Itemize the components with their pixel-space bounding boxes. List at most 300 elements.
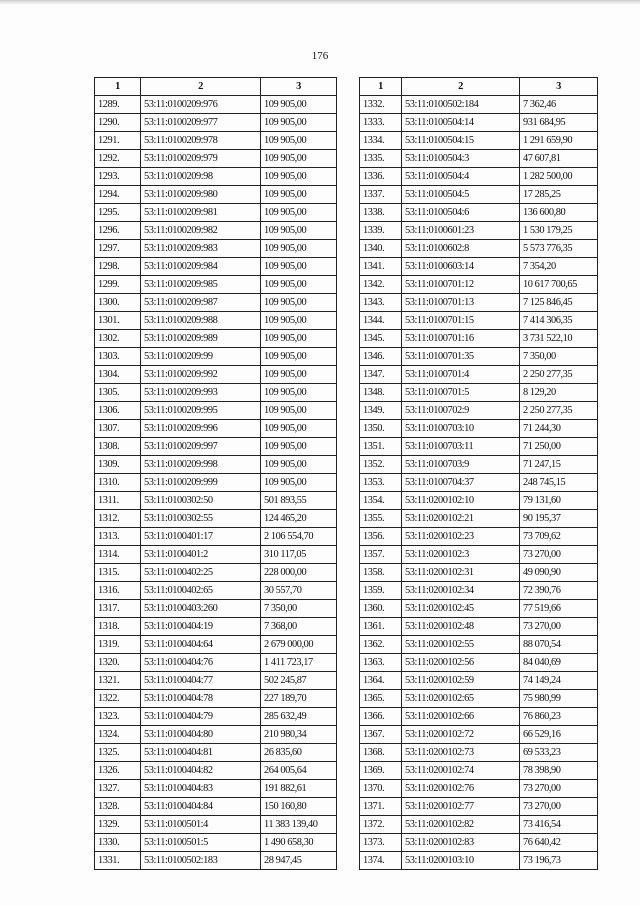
row-number: 1363. — [360, 654, 402, 672]
cadastral-value: 109 905,00 — [261, 114, 337, 132]
row-number: 1310. — [95, 474, 141, 492]
table-row — [95, 348, 337, 366]
table-row — [360, 528, 598, 546]
cadastral-number: 53:11:0100401:17 — [141, 528, 261, 546]
row-number: 1357. — [360, 546, 402, 564]
cadastral-value: 109 905,00 — [261, 438, 337, 456]
column-header-number: 1 — [95, 78, 141, 96]
table-row — [360, 168, 598, 186]
table-row — [95, 546, 337, 564]
row-number: 1374. — [360, 852, 402, 870]
cadastral-number: 53:11:0100502:183 — [141, 852, 261, 870]
cadastral-number: 53:11:0100209:979 — [141, 150, 261, 168]
cadastral-value: 7 414 306,35 — [520, 312, 598, 330]
cadastral-number: 53:11:0200102:76 — [402, 780, 520, 798]
cadastral-value: 84 040,69 — [520, 654, 598, 672]
table-row — [95, 438, 337, 456]
cadastral-value: 77 519,66 — [520, 600, 598, 618]
table-row — [95, 132, 337, 150]
row-number: 1367. — [360, 726, 402, 744]
table-row — [360, 240, 598, 258]
table-row — [95, 114, 337, 132]
cadastral-value: 109 905,00 — [261, 330, 337, 348]
cadastral-number: 53:11:0100209:978 — [141, 132, 261, 150]
table-row — [360, 96, 598, 114]
row-number: 1369. — [360, 762, 402, 780]
table-row — [360, 132, 598, 150]
cadastral-value: 28 947,45 — [261, 852, 337, 870]
cadastral-value: 109 905,00 — [261, 168, 337, 186]
table-row — [95, 150, 337, 168]
cadastral-number: 53:11:0200102:82 — [402, 816, 520, 834]
row-number: 1350. — [360, 420, 402, 438]
row-number: 1324. — [95, 726, 141, 744]
row-number: 1371. — [360, 798, 402, 816]
cadastral-value: 310 117,05 — [261, 546, 337, 564]
table-row — [360, 564, 598, 582]
cadastral-number: 53:11:0100404:84 — [141, 798, 261, 816]
cadastral-number: 53:11:0100504:14 — [402, 114, 520, 132]
cadastral-value: 136 600,80 — [520, 204, 598, 222]
table-row — [360, 402, 598, 420]
table-row — [360, 114, 598, 132]
cadastral-number: 53:11:0100401:2 — [141, 546, 261, 564]
cadastral-value: 73 270,00 — [520, 798, 598, 816]
cadastral-value: 7 354,20 — [520, 258, 598, 276]
cadastral-value: 109 905,00 — [261, 96, 337, 114]
cadastral-number: 53:11:0200102:48 — [402, 618, 520, 636]
table-row — [95, 636, 337, 654]
cadastral-number: 53:11:0100704:37 — [402, 474, 520, 492]
row-number: 1309. — [95, 456, 141, 474]
row-number: 1333. — [360, 114, 402, 132]
cadastral-value: 73 270,00 — [520, 546, 598, 564]
cadastral-number: 53:11:0200102:72 — [402, 726, 520, 744]
column-header-number: 1 — [360, 78, 402, 96]
cadastral-value: 7 368,00 — [261, 618, 337, 636]
table-header-row — [360, 78, 598, 96]
row-number: 1345. — [360, 330, 402, 348]
cadastral-value: 109 905,00 — [261, 258, 337, 276]
row-number: 1301. — [95, 312, 141, 330]
cadastral-value: 71 247,15 — [520, 456, 598, 474]
cadastral-number: 53:11:0100209:980 — [141, 186, 261, 204]
cadastral-number: 53:11:0200102:73 — [402, 744, 520, 762]
cadastral-number: 53:11:0100404:79 — [141, 708, 261, 726]
table-row — [95, 294, 337, 312]
scan-top-edge — [0, 0, 640, 5]
table-row — [360, 492, 598, 510]
cadastral-value: 73 709,62 — [520, 528, 598, 546]
table-row — [95, 276, 337, 294]
row-number: 1351. — [360, 438, 402, 456]
row-number: 1372. — [360, 816, 402, 834]
row-number: 1292. — [95, 150, 141, 168]
row-number: 1323. — [95, 708, 141, 726]
cadastral-number: 53:11:0100404:80 — [141, 726, 261, 744]
cadastral-number: 53:11:0100402:25 — [141, 564, 261, 582]
row-number: 1295. — [95, 204, 141, 222]
cadastral-number: 53:11:0200102:59 — [402, 672, 520, 690]
cadastral-value: 71 244,30 — [520, 420, 598, 438]
table-row — [360, 618, 598, 636]
row-number: 1298. — [95, 258, 141, 276]
cadastral-value: 109 905,00 — [261, 402, 337, 420]
table-row — [95, 708, 337, 726]
cadastral-number: 53:11:0200102:55 — [402, 636, 520, 654]
row-number: 1331. — [95, 852, 141, 870]
row-number: 1370. — [360, 780, 402, 798]
cadastral-number: 53:11:0100701:12 — [402, 276, 520, 294]
cadastral-value: 73 270,00 — [520, 618, 598, 636]
cadastral-value: 26 835,60 — [261, 744, 337, 762]
cadastral-value: 78 398,90 — [520, 762, 598, 780]
cadastral-value: 109 905,00 — [261, 474, 337, 492]
cadastral-number: 53:11:0100501:5 — [141, 834, 261, 852]
row-number: 1365. — [360, 690, 402, 708]
cadastral-value: 7 350,00 — [520, 348, 598, 366]
table-row — [360, 384, 598, 402]
left-table-body — [95, 96, 337, 870]
table-row — [360, 330, 598, 348]
column-header-value: 3 — [261, 78, 337, 96]
table-row — [360, 276, 598, 294]
table-row — [360, 708, 598, 726]
table-row — [95, 456, 337, 474]
row-number: 1330. — [95, 834, 141, 852]
row-number: 1353. — [360, 474, 402, 492]
table-row — [95, 582, 337, 600]
cadastral-number: 53:11:0100603:14 — [402, 258, 520, 276]
row-number: 1355. — [360, 510, 402, 528]
cadastral-number: 53:11:0100209:982 — [141, 222, 261, 240]
table-row — [360, 672, 598, 690]
cadastral-value: 69 533,23 — [520, 744, 598, 762]
cadastral-number: 53:11:0100209:976 — [141, 96, 261, 114]
row-number: 1325. — [95, 744, 141, 762]
cadastral-value: 124 465,20 — [261, 510, 337, 528]
row-number: 1329. — [95, 816, 141, 834]
cadastral-number: 53:11:0100404:64 — [141, 636, 261, 654]
table-row — [95, 312, 337, 330]
cadastral-number: 53:11:0100209:985 — [141, 276, 261, 294]
row-number: 1328. — [95, 798, 141, 816]
cadastral-number: 53:11:0100209:977 — [141, 114, 261, 132]
table-row — [95, 852, 337, 870]
row-number: 1303. — [95, 348, 141, 366]
table-row — [360, 744, 598, 762]
cadastral-value: 7 350,00 — [261, 600, 337, 618]
cadastral-number: 53:11:0200102:3 — [402, 546, 520, 564]
right-register-table — [359, 77, 598, 870]
row-number: 1327. — [95, 780, 141, 798]
row-number: 1322. — [95, 690, 141, 708]
cadastral-number: 53:11:0100209:988 — [141, 312, 261, 330]
table-row — [360, 258, 598, 276]
cadastral-value: 1 291 659,90 — [520, 132, 598, 150]
table-row — [95, 672, 337, 690]
table-row — [360, 510, 598, 528]
row-number: 1347. — [360, 366, 402, 384]
table-row — [360, 762, 598, 780]
cadastral-value: 1 411 723,17 — [261, 654, 337, 672]
row-number: 1315. — [95, 564, 141, 582]
cadastral-value: 10 617 700,65 — [520, 276, 598, 294]
cadastral-number: 53:11:0100209:98 — [141, 168, 261, 186]
cadastral-number: 53:11:0100701:35 — [402, 348, 520, 366]
table-header-row — [95, 78, 337, 96]
cadastral-number: 53:11:0100701:16 — [402, 330, 520, 348]
cadastral-value: 210 980,34 — [261, 726, 337, 744]
table-row — [95, 654, 337, 672]
cadastral-value: 73 416,54 — [520, 816, 598, 834]
cadastral-value: 191 882,61 — [261, 780, 337, 798]
cadastral-value: 2 250 277,35 — [520, 402, 598, 420]
cadastral-number: 53:11:0100404:77 — [141, 672, 261, 690]
table-row — [95, 240, 337, 258]
cadastral-number: 53:11:0100404:81 — [141, 744, 261, 762]
table-row — [360, 834, 598, 852]
cadastral-value: 75 980,99 — [520, 690, 598, 708]
cadastral-value: 501 893,55 — [261, 492, 337, 510]
cadastral-number: 53:11:0100402:65 — [141, 582, 261, 600]
cadastral-number: 53:11:0100209:992 — [141, 366, 261, 384]
cadastral-number: 53:11:0200102:10 — [402, 492, 520, 510]
cadastral-number: 53:11:0100209:998 — [141, 456, 261, 474]
cadastral-number: 53:11:0200102:34 — [402, 582, 520, 600]
cadastral-number: 53:11:0100501:4 — [141, 816, 261, 834]
row-number: 1343. — [360, 294, 402, 312]
cadastral-number: 53:11:0100701:15 — [402, 312, 520, 330]
cadastral-value: 71 250,00 — [520, 438, 598, 456]
table-row — [360, 546, 598, 564]
cadastral-number: 53:11:0100209:984 — [141, 258, 261, 276]
cadastral-value: 1 530 179,25 — [520, 222, 598, 240]
row-number: 1319. — [95, 636, 141, 654]
table-row — [360, 294, 598, 312]
row-number: 1312. — [95, 510, 141, 528]
table-row — [95, 780, 337, 798]
row-number: 1307. — [95, 420, 141, 438]
row-number: 1338. — [360, 204, 402, 222]
table-row — [360, 582, 598, 600]
cadastral-number: 53:11:0100209:995 — [141, 402, 261, 420]
row-number: 1317. — [95, 600, 141, 618]
row-number: 1305. — [95, 384, 141, 402]
table-row — [360, 780, 598, 798]
cadastral-value: 11 383 139,40 — [261, 816, 337, 834]
cadastral-number: 53:11:0100302:50 — [141, 492, 261, 510]
row-number: 1321. — [95, 672, 141, 690]
cadastral-value: 109 905,00 — [261, 294, 337, 312]
table-row — [360, 312, 598, 330]
cadastral-number: 53:11:0200102:77 — [402, 798, 520, 816]
cadastral-number: 53:11:0100209:997 — [141, 438, 261, 456]
cadastral-number: 53:11:0100502:184 — [402, 96, 520, 114]
cadastral-value: 109 905,00 — [261, 420, 337, 438]
table-row — [360, 636, 598, 654]
cadastral-value: 76 640,42 — [520, 834, 598, 852]
cadastral-number: 53:11:0200102:56 — [402, 654, 520, 672]
cadastral-value: 30 557,70 — [261, 582, 337, 600]
cadastral-number: 53:11:0100209:987 — [141, 294, 261, 312]
cadastral-number: 53:11:0100403:260 — [141, 600, 261, 618]
row-number: 1362. — [360, 636, 402, 654]
row-number: 1339. — [360, 222, 402, 240]
row-number: 1368. — [360, 744, 402, 762]
row-number: 1346. — [360, 348, 402, 366]
row-number: 1300. — [95, 294, 141, 312]
column-header-cadastral: 2 — [402, 78, 520, 96]
cadastral-value: 2 679 000,00 — [261, 636, 337, 654]
row-number: 1318. — [95, 618, 141, 636]
row-number: 1334. — [360, 132, 402, 150]
cadastral-number: 53:11:0100209:981 — [141, 204, 261, 222]
cadastral-value: 109 905,00 — [261, 366, 337, 384]
cadastral-value: 109 905,00 — [261, 384, 337, 402]
table-row — [95, 492, 337, 510]
cadastral-value: 90 195,37 — [520, 510, 598, 528]
cadastral-number: 53:11:0100209:993 — [141, 384, 261, 402]
cadastral-value: 109 905,00 — [261, 186, 337, 204]
cadastral-value: 228 000,00 — [261, 564, 337, 582]
table-row — [95, 330, 337, 348]
table-row — [360, 726, 598, 744]
cadastral-value: 7 362,46 — [520, 96, 598, 114]
cadastral-number: 53:11:0200102:31 — [402, 564, 520, 582]
row-number: 1341. — [360, 258, 402, 276]
table-row — [95, 690, 337, 708]
cadastral-value: 109 905,00 — [261, 222, 337, 240]
cadastral-value: 109 905,00 — [261, 132, 337, 150]
cadastral-number: 53:11:0100404:76 — [141, 654, 261, 672]
table-row — [95, 798, 337, 816]
row-number: 1358. — [360, 564, 402, 582]
cadastral-value: 931 684,95 — [520, 114, 598, 132]
cadastral-value: 248 745,15 — [520, 474, 598, 492]
cadastral-number: 53:11:0200102:23 — [402, 528, 520, 546]
table-row — [360, 366, 598, 384]
cadastral-value: 502 245,87 — [261, 672, 337, 690]
row-number: 1342. — [360, 276, 402, 294]
cadastral-value: 72 390,76 — [520, 582, 598, 600]
table-row — [95, 744, 337, 762]
cadastral-number: 53:11:0100504:5 — [402, 186, 520, 204]
row-number: 1297. — [95, 240, 141, 258]
cadastral-number: 53:11:0100701:5 — [402, 384, 520, 402]
table-row — [360, 798, 598, 816]
table-row — [95, 834, 337, 852]
cadastral-value: 5 573 776,35 — [520, 240, 598, 258]
table-row — [95, 618, 337, 636]
row-number: 1313. — [95, 528, 141, 546]
cadastral-value: 47 607,81 — [520, 150, 598, 168]
row-number: 1366. — [360, 708, 402, 726]
cadastral-value: 1 490 658,30 — [261, 834, 337, 852]
row-number: 1311. — [95, 492, 141, 510]
row-number: 1352. — [360, 456, 402, 474]
cadastral-value: 76 860,23 — [520, 708, 598, 726]
table-row — [360, 420, 598, 438]
table-row — [360, 348, 598, 366]
cadastral-number: 53:11:0100404:82 — [141, 762, 261, 780]
cadastral-value: 109 905,00 — [261, 312, 337, 330]
cadastral-number: 53:11:0100209:989 — [141, 330, 261, 348]
row-number: 1361. — [360, 618, 402, 636]
cadastral-number: 53:11:0100302:55 — [141, 510, 261, 528]
cadastral-value: 73 196,73 — [520, 852, 598, 870]
row-number: 1354. — [360, 492, 402, 510]
row-number: 1340. — [360, 240, 402, 258]
table-row — [95, 186, 337, 204]
cadastral-number: 53:11:0100703:9 — [402, 456, 520, 474]
table-row — [95, 258, 337, 276]
table-row — [95, 366, 337, 384]
row-number: 1349. — [360, 402, 402, 420]
cadastral-number: 53:11:0100701:4 — [402, 366, 520, 384]
cadastral-number: 53:11:0100703:11 — [402, 438, 520, 456]
left-register-table — [94, 77, 337, 870]
cadastral-value: 73 270,00 — [520, 780, 598, 798]
cadastral-value: 264 005,64 — [261, 762, 337, 780]
cadastral-value: 109 905,00 — [261, 276, 337, 294]
column-header-value: 3 — [520, 78, 598, 96]
table-row — [95, 204, 337, 222]
cadastral-value: 17 285,25 — [520, 186, 598, 204]
cadastral-number: 53:11:0100209:999 — [141, 474, 261, 492]
row-number: 1320. — [95, 654, 141, 672]
cadastral-number: 53:11:0100601:23 — [402, 222, 520, 240]
row-number: 1337. — [360, 186, 402, 204]
row-number: 1348. — [360, 384, 402, 402]
page-number: 176 — [311, 50, 329, 62]
cadastral-number: 53:11:0100703:10 — [402, 420, 520, 438]
cadastral-value: 109 905,00 — [261, 150, 337, 168]
cadastral-number: 53:11:0100504:6 — [402, 204, 520, 222]
table-row — [360, 600, 598, 618]
cadastral-number: 53:11:0100701:13 — [402, 294, 520, 312]
cadastral-value: 109 905,00 — [261, 240, 337, 258]
column-header-cadastral: 2 — [141, 78, 261, 96]
table-row — [95, 600, 337, 618]
table-row — [360, 474, 598, 492]
table-row — [360, 654, 598, 672]
row-number: 1335. — [360, 150, 402, 168]
row-number: 1308. — [95, 438, 141, 456]
right-table-body — [360, 96, 598, 870]
cadastral-value: 7 125 846,45 — [520, 294, 598, 312]
cadastral-value: 88 070,54 — [520, 636, 598, 654]
table-row — [360, 222, 598, 240]
table-row — [95, 762, 337, 780]
cadastral-number: 53:11:0100209:99 — [141, 348, 261, 366]
cadastral-number: 53:11:0100404:19 — [141, 618, 261, 636]
cadastral-value: 66 529,16 — [520, 726, 598, 744]
cadastral-number: 53:11:0100404:83 — [141, 780, 261, 798]
table-row — [95, 222, 337, 240]
row-number: 1294. — [95, 186, 141, 204]
table-row — [95, 402, 337, 420]
row-number: 1306. — [95, 402, 141, 420]
row-number: 1293. — [95, 168, 141, 186]
cadastral-value: 1 282 500,00 — [520, 168, 598, 186]
cadastral-value: 49 090,90 — [520, 564, 598, 582]
row-number: 1290. — [95, 114, 141, 132]
row-number: 1299. — [95, 276, 141, 294]
cadastral-number: 53:11:0200102:74 — [402, 762, 520, 780]
table-row — [360, 438, 598, 456]
cadastral-number: 53:11:0200102:65 — [402, 690, 520, 708]
